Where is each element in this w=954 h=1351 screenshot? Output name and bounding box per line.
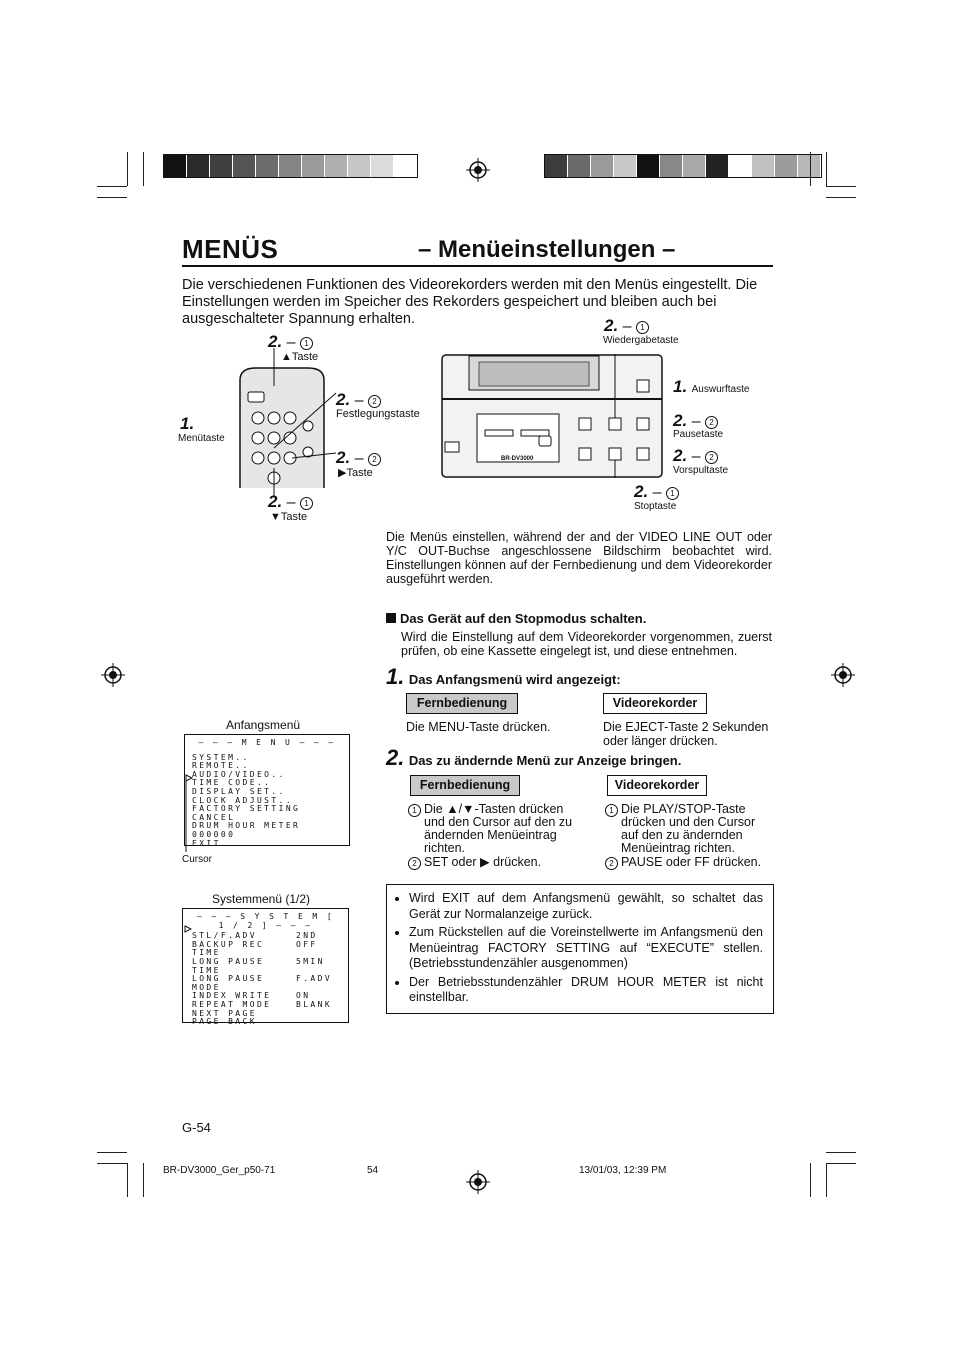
menu-row-label: LONG PAUSE MODE: [192, 974, 265, 992]
vcr-front-panel-illustration: [441, 354, 663, 478]
page-subtitle: – Menüeinstellungen –: [418, 236, 676, 263]
menu-row-label: REPEAT MODE: [192, 999, 272, 1009]
cursor-icon: [184, 925, 192, 933]
deck-stop-label: Stoptaste: [634, 501, 677, 512]
list-item: 2 PAUSE oder FF drücken.: [605, 856, 773, 870]
menu-row-label: NEXT PAGE: [192, 1008, 257, 1018]
menu-line: AUDIO/VIDEO..: [192, 769, 286, 779]
color-swatch: [683, 155, 706, 177]
system-menu-heading: – – – S Y S T E M [ 1 / 2 ] – – –: [196, 912, 335, 930]
color-swatch: [302, 155, 325, 177]
menu-row: [192, 958, 348, 975]
step2-deck-tab: Videorekorder: [607, 775, 707, 796]
deck-eject-callout: 1. Auswurftaste: [673, 377, 750, 396]
color-swatch: [568, 155, 591, 177]
deck-stop-callout: 2. – 1: [634, 482, 679, 502]
notes-box: [386, 884, 774, 1014]
menu-row-value: BLANK: [296, 999, 333, 1009]
menu-line: CLOCK ADJUST..: [192, 795, 294, 805]
start-menu-caption: Anfangsmenü: [226, 718, 301, 732]
menu-line: REMOTE..: [192, 761, 250, 771]
color-bar-left: [163, 154, 418, 178]
step1-deck-tab: Videorekorder: [603, 693, 707, 714]
note-item: • Wird EXIT auf dem Anfangsmenü gewählt, so schaltet das Gerät zur Normalanzeige zurück.: [409, 891, 763, 922]
color-swatch: [394, 155, 417, 177]
color-swatch: [545, 155, 568, 177]
vcr-model-label: BR-DV3000: [501, 456, 534, 462]
page-number: G-54: [182, 1120, 211, 1135]
registration-mark-icon: [466, 158, 490, 182]
color-swatch: [591, 155, 614, 177]
remote-up-callout: 2. – 1: [268, 332, 313, 352]
menu-line: EXIT: [192, 838, 221, 848]
remote-right-callout: 2. – 2: [336, 448, 381, 468]
color-swatch: [752, 155, 775, 177]
menu-heading: – – – M E N U – – –: [198, 738, 336, 747]
menu-line: DISPLAY SET..: [192, 786, 286, 796]
remote-menu-callout: 1.: [180, 414, 195, 433]
cursor-label: Cursor: [182, 854, 213, 865]
step1-deck-text: Die EJECT-Taste 2 Sekunden oder länger drücken.: [603, 720, 769, 748]
monitor-paragraph: Die Menüs einstellen, während der and der VIDEO LINE OUT oder Y/C OUT-Buchse angeschlossene Bildschirm beobachtet wird. Einstellungen können auf der Fernbedienung und dem Videorekorder ausgeführt werden.: [386, 530, 772, 586]
step2-remote-list: [408, 803, 575, 870]
page-title: MENÜS: [182, 234, 279, 264]
step2-heading: 2. Das zu ändernde Menü zur Anzeige bringen.: [386, 745, 682, 770]
note-item: • Zum Rückstellen auf die Voreinstellwerte im Anfangsmenü den Menüeintrag FACTORY SETTING auf “EXECUTE” stellen. (Betriebsstundenzähler ausgenommen): [409, 925, 763, 972]
menu-line: SYSTEM..: [192, 752, 250, 762]
menu-row-label: INDEX WRITE: [192, 991, 272, 1001]
remote-menu-label: Menütaste: [178, 433, 225, 444]
menu-line: FACTORY SETTING CANCEL: [192, 804, 301, 822]
menu-row-label: BACKUP REC TIME: [192, 939, 265, 958]
remote-right-label: ▶Taste: [338, 467, 373, 479]
step2-deck-list: [605, 803, 773, 870]
step2-remote-tab: Fernbedienung: [410, 775, 520, 796]
deck-play-label: Wiedergabetaste: [603, 335, 679, 346]
color-swatch: [187, 155, 210, 177]
footer-file: BR-DV3000_Ger_p50-71: [163, 1165, 276, 1176]
menu-line: DRUM HOUR METER 000000: [192, 821, 301, 839]
color-swatch: [775, 155, 798, 177]
registration-mark-icon: [831, 663, 855, 687]
color-swatch: [233, 155, 256, 177]
color-swatch: [279, 155, 302, 177]
deck-pause-callout: 2. – 2: [673, 411, 718, 431]
remote-down-label: ▼Taste: [270, 511, 308, 523]
step1-remote-tab: Fernbedienung: [406, 693, 518, 714]
remote-up-label: ▲Taste: [281, 351, 319, 363]
footer-date: 13/01/03, 12:39 PM: [579, 1165, 667, 1176]
deck-pause-label: Pausetaste: [673, 429, 724, 440]
system-menu-screen: [182, 908, 349, 1027]
title-rule: [182, 265, 773, 267]
color-swatch: [256, 155, 279, 177]
list-item: 1 Die PLAY/STOP-Taste drücken und den Cursor auf den zu ändernden Menüeintrag richten.: [605, 803, 773, 855]
stop-mode-text: Wird die Einstellung auf dem Videorekorder vorgenommen, zuerst prüfen, ob eine Kassette eingelegt ist, und diese entnehmen.: [401, 630, 772, 658]
remote-set-callout: 2. – 2: [336, 390, 381, 410]
menu-row-label: PAGE BACK: [192, 1017, 257, 1027]
registration-mark-icon: [466, 1170, 490, 1194]
menu-row-value: 5MIN: [296, 956, 325, 966]
menu-row: [192, 941, 348, 958]
system-menu-caption: Systemmenü (1/2): [212, 892, 311, 906]
color-swatch: [637, 155, 660, 177]
note-item: • Der Betriebsstundenzähler DRUM HOUR METER ist nicht einstellbar.: [409, 975, 763, 1006]
step1-heading: 1. Das Anfangsmenü wird angezeigt:: [386, 664, 621, 689]
menu-row-value: F.ADV: [296, 974, 333, 984]
deck-play-callout: 2. – 1: [604, 316, 649, 336]
menu-row: [192, 975, 348, 992]
deck-ff-callout: 2. – 2: [673, 446, 718, 466]
list-item: 1 Die ▲/▼-Tasten drücken und den Cursor auf den zu ändernden Menüeintrag richten.: [408, 803, 575, 855]
intro-text: Die verschiedenen Funktionen des Videorekorders werden mit den Menüs eingestellt. Die Einstellungen werden im Speicher des Rekorders gespeichert und bleiben auch bei ausgeschalteter Spannung erhalten.: [182, 277, 758, 327]
menu-row-value: 2ND: [296, 931, 318, 941]
footer-sheet: 54: [367, 1165, 379, 1176]
color-swatch: [348, 155, 371, 177]
color-swatch: [371, 155, 394, 177]
menu-row-value: OFF: [296, 939, 318, 949]
menu-row-value: ON: [296, 991, 311, 1001]
color-swatch: [210, 155, 233, 177]
menu-row-label: LONG PAUSE TIME: [192, 956, 265, 975]
menu-row-label: STL/F.ADV: [192, 931, 257, 941]
remote-set-label: Festlegungstaste: [336, 408, 420, 420]
color-swatch: [614, 155, 637, 177]
deck-ff-label: Vorspultaste: [673, 465, 729, 476]
color-bar-right: [544, 154, 822, 178]
start-menu-screen: [184, 734, 350, 846]
color-swatch: [729, 155, 752, 177]
square-bullet-icon: [386, 613, 396, 623]
color-swatch: [325, 155, 348, 177]
remote-down-callout: 2. – 1: [268, 492, 313, 512]
cursor-pointer-icon: [184, 774, 194, 854]
system-menu-items: [192, 932, 348, 1027]
menu-line: TIME CODE..: [192, 778, 272, 788]
color-swatch: [660, 155, 683, 177]
stop-mode-heading: Das Gerät auf den Stopmodus schalten.: [386, 611, 646, 626]
step1-remote-text: Die MENU-Taste drücken.: [406, 720, 551, 734]
menu-row: [192, 1018, 348, 1027]
registration-mark-icon: [101, 663, 125, 687]
list-item: 2 SET oder ▶ drücken.: [408, 856, 575, 870]
color-swatch: [706, 155, 729, 177]
color-swatch: [164, 155, 187, 177]
